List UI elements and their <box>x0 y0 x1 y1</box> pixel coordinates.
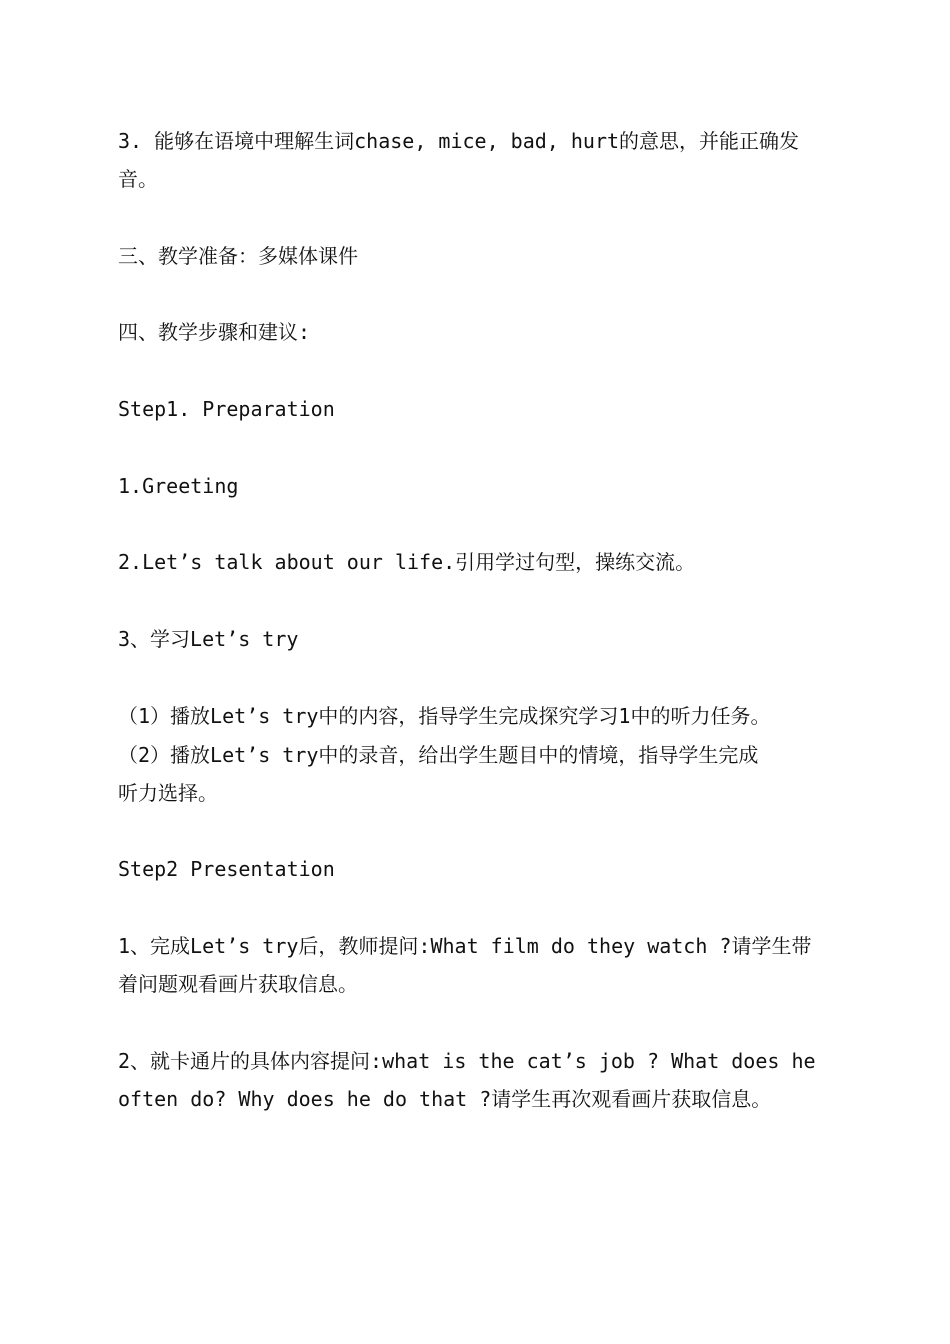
step1-item-1: 1.Greeting <box>118 474 239 498</box>
step1-subitem-2-line-1: （2）播放Let’s try中的录音，给出学生题目中的情境，指导学生完成 <box>118 743 759 767</box>
objective-3-line-1: 3. 能够在语境中理解生词chase, mice, bad, hurt的意思，并能正确发 <box>118 129 800 153</box>
step1-item-3: 3、学习Let’s try <box>118 627 299 651</box>
step1-subitem-1: （1）播放Let’s try中的内容，指导学生完成探究学习1中的听力任务。 <box>118 704 771 728</box>
section-4-heading: 四、教学步骤和建议: <box>118 320 311 344</box>
step2-heading: Step2 Presentation <box>118 857 335 881</box>
step2-item-2-line-2: often do? Why does he do that ?请学生再次观看画片获取信息。 <box>118 1087 772 1111</box>
step2-item-1-line-1: 1、完成Let’s try后，教师提问:What film do they watch ?请学生带 <box>118 934 812 958</box>
step1-heading: Step1. Preparation <box>118 397 335 421</box>
section-3-heading: 三、教学准备：多媒体课件 <box>118 244 358 268</box>
step1-item-2: 2.Let’s talk about our life.引用学过句型，操练交流。 <box>118 550 696 574</box>
step1-subitem-2-line-2: 听力选择。 <box>118 781 218 805</box>
step2-item-2-line-1: 2、就卡通片的具体内容提问:what is the cat’s job ? What does he <box>118 1049 816 1073</box>
objective-3-line-2: 音。 <box>118 167 158 191</box>
step2-item-1-line-2: 着问题观看画片获取信息。 <box>118 972 358 996</box>
